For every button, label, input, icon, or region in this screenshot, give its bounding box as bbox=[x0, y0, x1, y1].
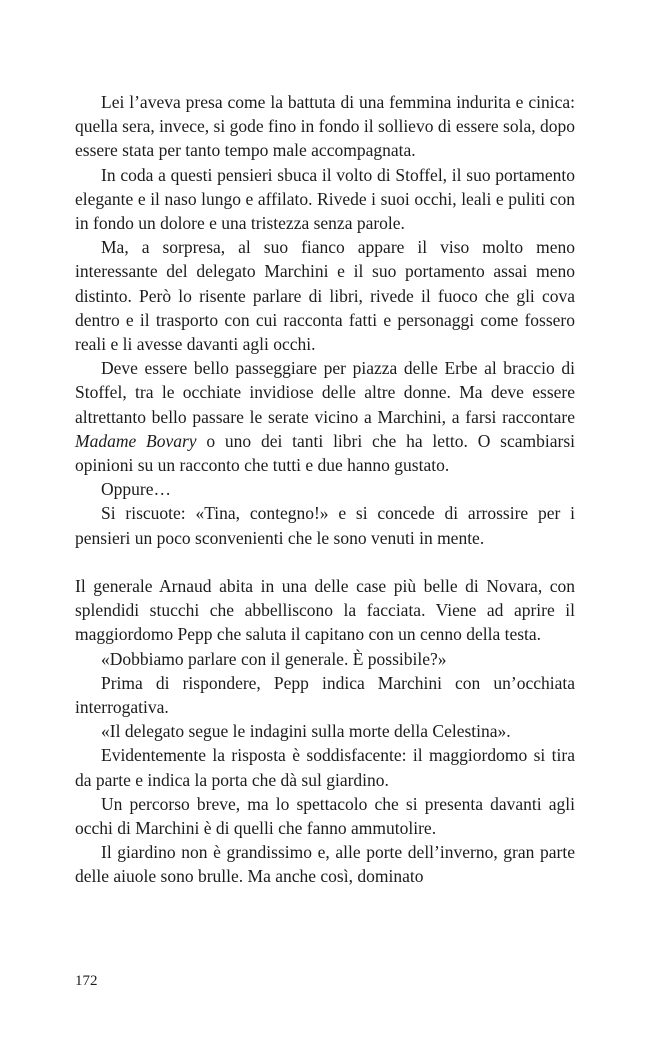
paragraph: «Il delegato segue le indagini sulla morte della Celestina». bbox=[101, 721, 511, 742]
paragraph: Ma, a sorpresa, al suo fianco appare il viso molto meno interessante del delegato Marchini e il suo portamento assai meno distinto. Però lo risente parlare di libri, rivede il fuoco che gli cova dentro e il trasporto con cui racconta fatti e personaggi come fossero reali e li avesse davanti agli occhi. bbox=[75, 237, 575, 355]
page-body bbox=[75, 90, 575, 889]
paragraph: Evidentemente la risposta è soddisfacente: il maggiordomo si tira da parte e indica la porta che dà sul giardino. bbox=[75, 745, 575, 790]
paragraph-text: o uno dei tanti libri che ha letto. O scambiarsi opinioni su un racconto che tutti e due hanno gustato. bbox=[75, 430, 575, 476]
paragraph: Un percorso breve, ma lo spettacolo che si presenta davanti agli occhi di Marchini è di quelli che fanno ammutolire. bbox=[75, 793, 575, 839]
paragraph-text: Deve essere bello passeggiare per piazza delle Erbe al braccio di Stoffel, tra le occhiate invidiose delle altre donne. Ma deve essere altrettanto bello passare le serate vicino a Marchini, a farsi raccontare bbox=[75, 358, 575, 427]
paragraph: Si riscuote: «Tina, contegno!» e si concede di arrossire per i pensieri un poco sconvenienti che le sono venuti in mente. bbox=[75, 503, 575, 548]
paragraph: Oppure… bbox=[101, 479, 171, 500]
paragraph: «Dobbiamo parlare con il generale. È possibile?» bbox=[101, 648, 447, 669]
section-start-paragraph: Il generale Arnaud abita in una delle case più belle di Novara, con splendidi stucchi che abbelliscono la facciata. Viene ad aprire il maggiordomo Pepp che saluta il capitano con un cenno della testa. bbox=[75, 576, 575, 645]
paragraph: Prima di rispondere, Pepp indica Marchini con un’occhiata interrogativa. bbox=[75, 672, 575, 718]
paragraph: Lei l’aveva presa come la battuta di una femmina indurita e cinica: quella sera, invece, si gode fino in fondo il sollievo di essere sola, dopo essere stata per tanto tempo male accompagnata. bbox=[75, 92, 575, 161]
paragraph bbox=[75, 356, 575, 477]
paragraph: In coda a questi pensieri sbuca il volto di Stoffel, il suo portamento elegante e il naso lungo e affilato. Rivede i suoi occhi, leali e puliti con in fondo un dolore e una tristezza senza parole. bbox=[75, 164, 575, 234]
book-title: Madame Bovary bbox=[75, 430, 197, 451]
paragraph: Il giardino non è grandissimo e, alle porte dell’inverno, gran parte delle aiuole sono brulle. Ma anche così, dominato bbox=[75, 842, 575, 887]
page-number: 172 bbox=[75, 973, 98, 989]
